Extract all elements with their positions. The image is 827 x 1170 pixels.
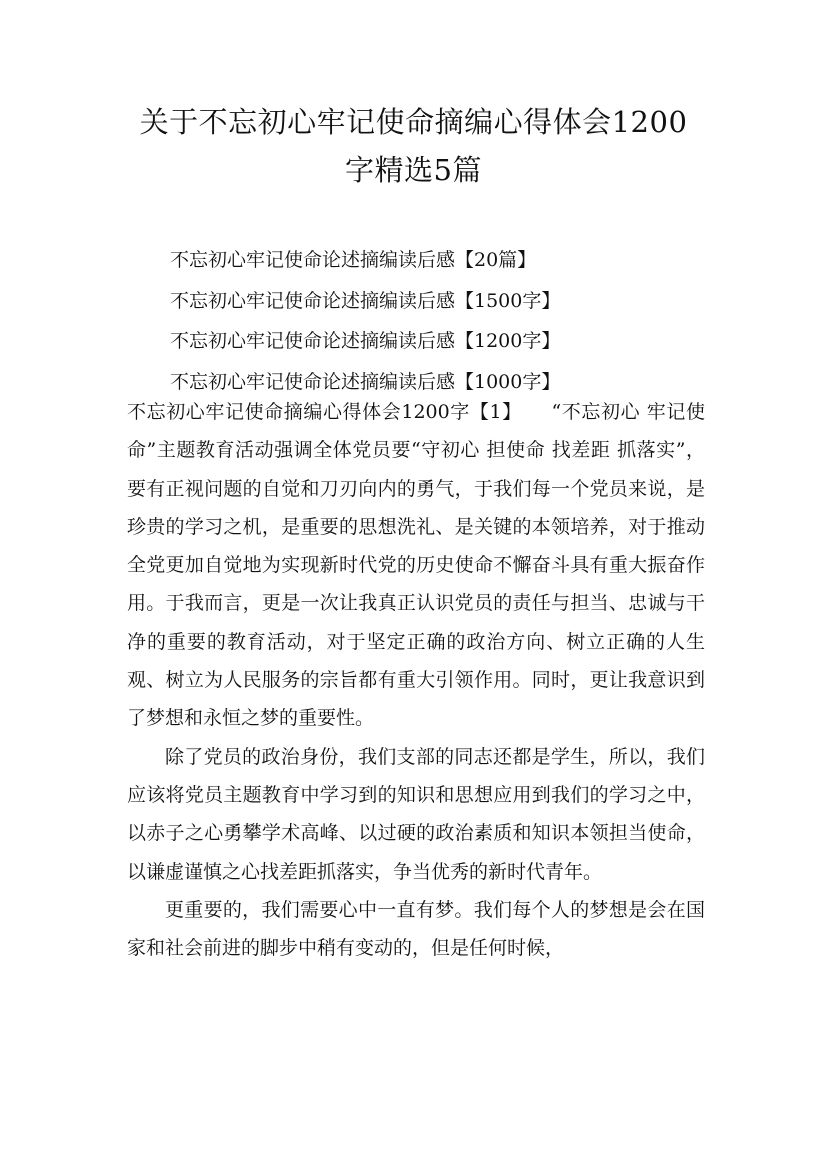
toc-item-1[interactable]: 不忘初心牢记使命论述摘编读后感【20篇】	[170, 249, 537, 271]
table-of-contents	[170, 240, 730, 402]
toc-item-2[interactable]: 不忘初心牢记使命论述摘编读后感【1500字】	[170, 289, 561, 312]
paragraph-1: 不忘初心牢记使命摘编心得体会1200字【1】 “不忘初心 牢记使命”主题教育活动强调全体党员要“守初心 担使命 找差距 抓落实”，要有正视问题的自觉和刀刃向内的勇气，于我们每一个党员来说，是珍贵的学习之机，是重要的思想洗礼、是关键的本领培养，对于推动全党更加自觉地为实现新时代党的历史使命不懈奋斗具有重大振奋作用。于我而言，更是一次让我真正认识党员的责任与担当、忠诚与干净的重要的教育活动，对于坚定正确的政治方向、树立正确的人生观、树立为人民服务的宗旨都有重大引领作用。同时，更让我意识到了梦想和永恒之梦的重要性。	[127, 401, 705, 730]
paragraph-2: 除了党员的政治身份，我们支部的同志还都是学生，所以，我们应该将党员主题教育中学习到的知识和思想应用到我们的学习之中，以赤子之心勇攀学术高峰、以过硬的政治素质和知识本领担当使命，以谦虚谨慎之心找差距抓落实，争当优秀的新时代青年。	[127, 745, 705, 883]
paragraph-3: 更重要的，我们需要心中一直有梦。我们每个人的梦想是会在国家和社会前进的脚步中稍有变动的，但是任何时候，	[127, 898, 705, 960]
title-line-1: 关于不忘初心牢记使命摘编心得体会1200	[139, 105, 688, 139]
toc-item-3[interactable]: 不忘初心牢记使命论述摘编读后感【1200字】	[170, 330, 561, 352]
toc-item-4[interactable]: 不忘初心牢记使命论述摘编读后感【1000字】	[170, 370, 561, 393]
article-body	[127, 393, 705, 967]
document-title	[100, 98, 727, 194]
title-line-2: 字精选5篇	[345, 153, 482, 187]
